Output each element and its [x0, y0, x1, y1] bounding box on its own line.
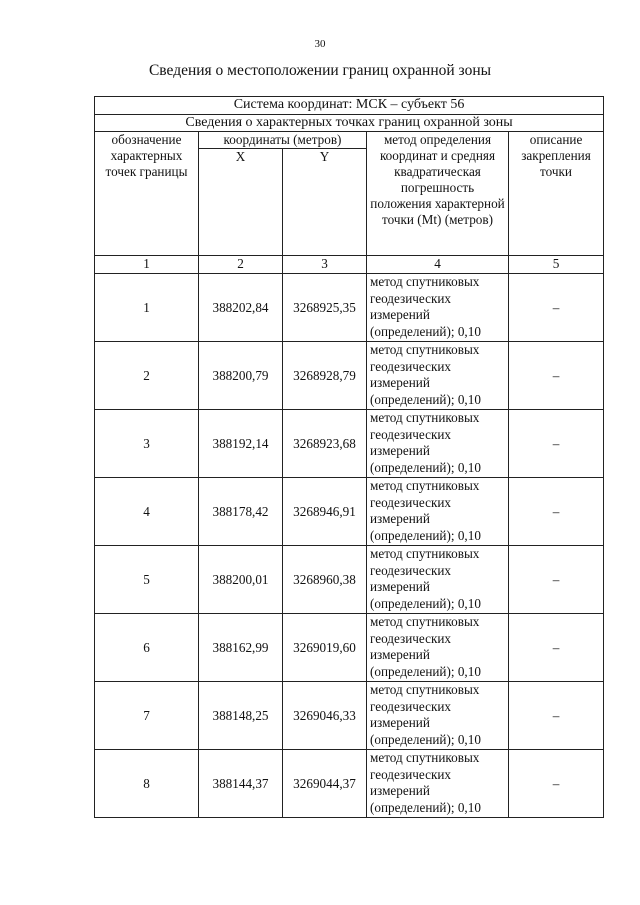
point-number: 6 [95, 614, 199, 682]
y-coordinate: 3269044,37 [283, 750, 367, 818]
document-title: Сведения о местоположении границ охранной зоны [148, 62, 492, 79]
table-row [95, 410, 604, 478]
x-coordinate: 388148,25 [199, 682, 283, 750]
boundary-points-table [94, 96, 604, 818]
method-cell: метод спутниковых геодезических измерений (определений); 0,10 [367, 750, 509, 818]
y-coordinate: 3268923,68 [283, 410, 367, 478]
description-cell: – [509, 614, 604, 682]
x-coordinate: 388162,99 [199, 614, 283, 682]
header-description: описание закрепления точки [509, 132, 604, 256]
method-cell: метод спутниковых геодезических измерений (определений); 0,10 [367, 274, 509, 342]
table-row [95, 342, 604, 410]
method-cell: метод спутниковых геодезических измерений (определений); 0,10 [367, 478, 509, 546]
column-number: 5 [509, 256, 604, 274]
table-row [95, 614, 604, 682]
method-cell: метод спутниковых геодезических измерений (определений); 0,10 [367, 682, 509, 750]
x-coordinate: 388202,84 [199, 274, 283, 342]
column-number: 3 [283, 256, 367, 274]
y-coordinate: 3269046,33 [283, 682, 367, 750]
page-number: 30 [314, 38, 326, 50]
column-number: 2 [199, 256, 283, 274]
method-cell: метод спутниковых геодезических измерений (определений); 0,10 [367, 410, 509, 478]
y-coordinate: 3269019,60 [283, 614, 367, 682]
x-coordinate: 388144,37 [199, 750, 283, 818]
y-coordinate: 3268928,79 [283, 342, 367, 410]
method-cell: метод спутниковых геодезических измерений (определений); 0,10 [367, 614, 509, 682]
table-row [95, 274, 604, 342]
column-number: 1 [95, 256, 199, 274]
y-coordinate: 3268960,38 [283, 546, 367, 614]
section-heading-row: Сведения о характерных точках границ охранной зоны [95, 115, 604, 132]
description-cell: – [509, 274, 604, 342]
header-x: X [199, 149, 283, 256]
description-cell: – [509, 750, 604, 818]
description-cell: – [509, 682, 604, 750]
x-coordinate: 388200,79 [199, 342, 283, 410]
column-number-row [95, 256, 604, 274]
coordinate-system-row: Система координат: МСК – субъект 56 [95, 97, 604, 115]
header-point-designation: обозначение характерных точек границы [95, 132, 199, 256]
point-number: 2 [95, 342, 199, 410]
x-coordinate: 388200,01 [199, 546, 283, 614]
column-number: 4 [367, 256, 509, 274]
header-coordinates: координаты (метров) [199, 132, 367, 149]
point-number: 1 [95, 274, 199, 342]
table-row [95, 478, 604, 546]
point-number: 7 [95, 682, 199, 750]
x-coordinate: 388178,42 [199, 478, 283, 546]
y-coordinate: 3268925,35 [283, 274, 367, 342]
point-number: 5 [95, 546, 199, 614]
description-cell: – [509, 546, 604, 614]
x-coordinate: 388192,14 [199, 410, 283, 478]
table-row [95, 546, 604, 614]
point-number: 8 [95, 750, 199, 818]
method-cell: метод спутниковых геодезических измерений (определений); 0,10 [367, 342, 509, 410]
description-cell: – [509, 410, 604, 478]
point-number: 4 [95, 478, 199, 546]
y-coordinate: 3268946,91 [283, 478, 367, 546]
header-y: Y [283, 149, 367, 256]
table-row [95, 682, 604, 750]
description-cell: – [509, 478, 604, 546]
table-row [95, 750, 604, 818]
description-cell: – [509, 342, 604, 410]
header-method: метод определения координат и средняя квадратическая погрешность положения характерной точки (Mt) (метров) [367, 132, 509, 256]
point-number: 3 [95, 410, 199, 478]
method-cell: метод спутниковых геодезических измерений (определений); 0,10 [367, 546, 509, 614]
